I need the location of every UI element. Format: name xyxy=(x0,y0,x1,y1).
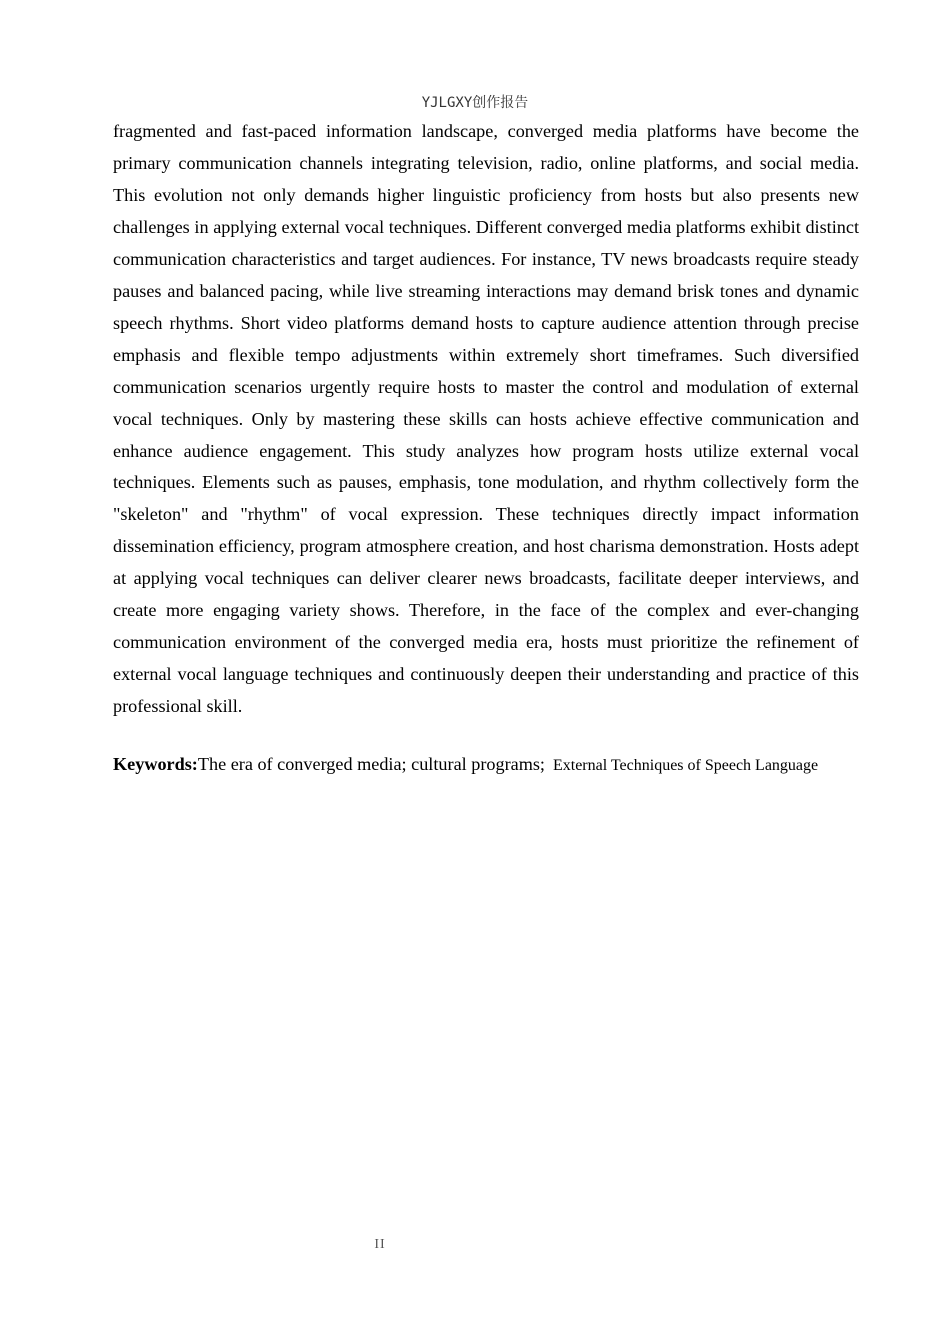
keywords-label: Keywords: xyxy=(113,754,198,774)
keywords-line xyxy=(113,752,833,778)
keywords-tail: External Techniques of Speech Language xyxy=(552,757,819,774)
keywords-main: The era of converged media; cultural programs; xyxy=(197,754,545,774)
abstract-paragraph: fragmented and fast-paced information landscape, converged media platforms have become the primary communication channels integrating television, radio, online platforms, and social media. This evolution not only demands higher linguistic proficiency from hosts but also presents new challenges in applying external vocal techniques. Different converged media platforms exhibit distinct communication characteristics and target audiences. For instance, TV news broadcasts require steady pauses and balanced pacing, while live streaming interactions may demand brisk tones and dynamic speech rhythms. Short video platforms demand hosts to capture audience attention through precise emphasis and flexible tempo adjustments within extremely short timeframes. Such diversified communication scenarios urgently require hosts to master the control and modulation of external vocal techniques. Only by mastering these skills can hosts achieve effective communication and enhance audience engagement. This study analyzes how program hosts utilize external vocal techniques. Elements such as pauses, emphasis, tone modulation, and rhythm collectively form the "skeleton" and "rhythm" of vocal expression. These techniques directly impact information dissemination efficiency, program atmosphere creation, and host charisma demonstration. Hosts adept at applying vocal techniques can deliver clearer news broadcasts, facilitate deeper interviews, and create more engaging variety shows. Therefore, in the face of the complex and ever-changing communication environment of the converged media era, hosts must prioritize the refinement of external vocal language techniques and continuously deepen their understanding and practice of this professional skill. xyxy=(113,121,859,717)
page-number: II xyxy=(374,1237,386,1252)
page-header: YJLGXY创作报告 xyxy=(421,95,529,111)
